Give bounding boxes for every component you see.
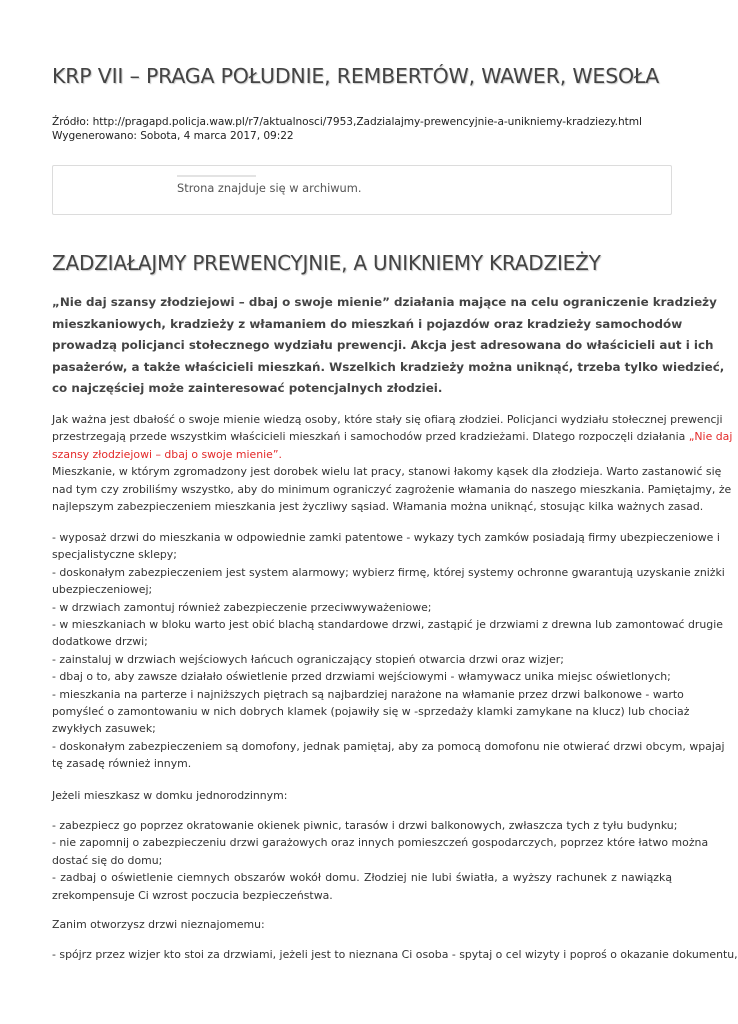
- list-item: - doskonałym zabezpieczeniem jest system alarmowy; wybierz firmę, której systemy ochronne gwarantują uzyskanie zniżki: [52, 565, 725, 579]
- body-line: Mieszkanie, w którym zgromadzony jest dorobek wielu lat pracy, stanowi łakomy kąsek dla złodzieja. Warto zastanowić się: [52, 465, 722, 479]
- intro-paragraph: [52, 411, 733, 515]
- archive-notice-box: [52, 165, 672, 215]
- lead-line: „Nie daj szansy złodziejowi – dbaj o swoje mienie” działania mające na celu ograniczenie kradzieży: [52, 295, 717, 309]
- site-title: KRP VII – PRAGA POŁUDNIE, REMBERTÓW, WAWER, WESOŁA: [52, 64, 660, 88]
- archive-notice-text: Strona znajduje się w archiwum.: [177, 181, 362, 195]
- body-line: nad tym czy zrobiliśmy wszystko, aby do minimum ograniczyć zagrożenie włamania do naszego mieszkania. Pamiętajmy, że: [52, 482, 732, 496]
- list-item: specjalistyczne sklepy;: [52, 548, 177, 562]
- list-item: - spójrz przez wizjer kto stoi za drzwiami, jeżeli jest to nieznana Ci osoba - spytaj o cel wizyty i poproś o okazanie dokumentu,: [52, 948, 738, 961]
- body-line-text: przestrzegają przede wszystkim właścicieli mieszkań i samochodów przed kradzieżami. Dlatego rozpoczęli działania: [52, 430, 686, 444]
- body-line: Jak ważna jest dbałość o swoje mienie wiedzą osoby, które stały się ofiarą złodziei. Policjanci wydziału stołecznej prewencji: [52, 413, 723, 426]
- article-lead: [52, 292, 725, 400]
- list-item: - dbaj o to, aby zawsze działało oświetlenie przed drzwiami wejściowymi - włamywacz unika miejsc oświetlonych;: [52, 670, 671, 684]
- lead-line: prowadzą policjanci stołecznego wydziału prewencji. Akcja jest adresowana do właścicieli aut i ich: [52, 338, 714, 352]
- body-line-with-link: [52, 428, 733, 445]
- list-item: - w drzwiach zamontuj również zabezpieczenie przeciwwyważeniowe;: [52, 600, 432, 614]
- apartment-tips-list: [52, 529, 725, 773]
- body-line: Jeżeli mieszkasz w domku jednorodzinnym:: [52, 789, 288, 802]
- campaign-link-end[interactable]: szansy złodziejowi – dbaj o swoje mienie”.: [52, 447, 282, 461]
- list-item: - zainstaluj w drzwiach wejściowych łańcuch ograniczający stopień otwarcia drzwi oraz wizjer;: [52, 652, 564, 666]
- list-item: - zadbaj o oświetlenie ciemnych obszarów wokół domu. Złodziej nie lubi światła, a wyższy rachunek z nawiązką: [52, 871, 672, 885]
- lead-line: mieszkaniowych, kradzieży z włamaniem do mieszkań i pojazdów oraz kradzieży samochodów: [52, 316, 683, 331]
- list-item: - mieszkania na parterze i najniższych piętrach są najbardziej narażone na włamanie przez drzwi balkonowe - warto: [52, 687, 684, 701]
- list-item: - wyposaż drzwi do mieszkania w odpowiednie zamki patentowe - wykazy tych zamków posiadają firmy ubezpieczeniowe i: [52, 531, 720, 544]
- door-intro: [52, 916, 672, 933]
- door-tips-list: [52, 946, 738, 963]
- list-item: - nie zapomnij o zabezpieczeniu drzwi garażowych oraz innych pomieszczeń gospodarczych, poprzez które łatwo można: [52, 836, 709, 850]
- document-meta: [52, 115, 642, 143]
- list-item: dodatkowe drzwi;: [52, 635, 148, 649]
- generated-line: Wygenerowano: Sobota, 4 marca 2017, 09:22: [52, 130, 294, 142]
- campaign-link-start[interactable]: „Nie daj: [688, 430, 733, 444]
- house-intro: [52, 787, 672, 804]
- body-line: najlepszym zabezpieczeniem mieszkania jest życzliwy sąsiad. Włamania można uniknąć, stosując kilka ważnych zasad.: [52, 500, 704, 514]
- list-item: ubezpieczeniowej;: [52, 583, 153, 597]
- lead-line: co najczęściej może zainteresować potencjalnych złodziei.: [52, 381, 443, 395]
- list-item: zrekompensuje Ci wzrost poczucia bezpieczeństwa.: [52, 888, 333, 902]
- list-item: dostać się do domu;: [52, 853, 163, 867]
- house-tips-list: [52, 817, 709, 904]
- list-item: - doskonałym zabezpieczeniem są domofony, jednak pamiętaj, aby za pomocą domofonu nie otwierać drzwi obcym, wpajaj: [52, 739, 725, 753]
- list-item: - w mieszkaniach w bloku warto jest obić blachą standardowe drzwi, zastąpić je drzwiami z drewna lub zamontować drugie: [52, 618, 723, 632]
- list-item: tę zasadę również innym.: [52, 757, 192, 771]
- body-line: Zanim otworzysz drzwi nieznajomemu:: [52, 918, 265, 931]
- lead-line: pasażerów, a także właścicieli mieszkań. Wszelkich kradzieży można uniknąć, trzeba tylko wiedzieć,: [52, 359, 725, 374]
- archive-divider: [177, 175, 256, 177]
- list-item: - zabezpiecz go poprzez okratowanie okienek piwnic, tarasów i drzwi balkonowych, zwłaszcza tych z tyłu budynku;: [52, 819, 678, 832]
- source-line: Źródło: http://pragapd.policja.waw.pl/r7/aktualnosci/7953,Zadzialajmy-prewencyjnie-a-unikniemy-kradziezy.html: [52, 116, 642, 128]
- article-title: ZADZIAŁAJMY PREWENCYJNIE, A UNIKNIEMY KRADZIEŻY: [52, 251, 601, 275]
- list-item: zwykłych zasuwek;: [52, 722, 156, 736]
- list-item: pomyśleć o zamontowaniu w nich dobrych klamek (pojawiły się w -sprzedaży klamki zamykane na klucz) lub chociaż: [52, 705, 690, 719]
